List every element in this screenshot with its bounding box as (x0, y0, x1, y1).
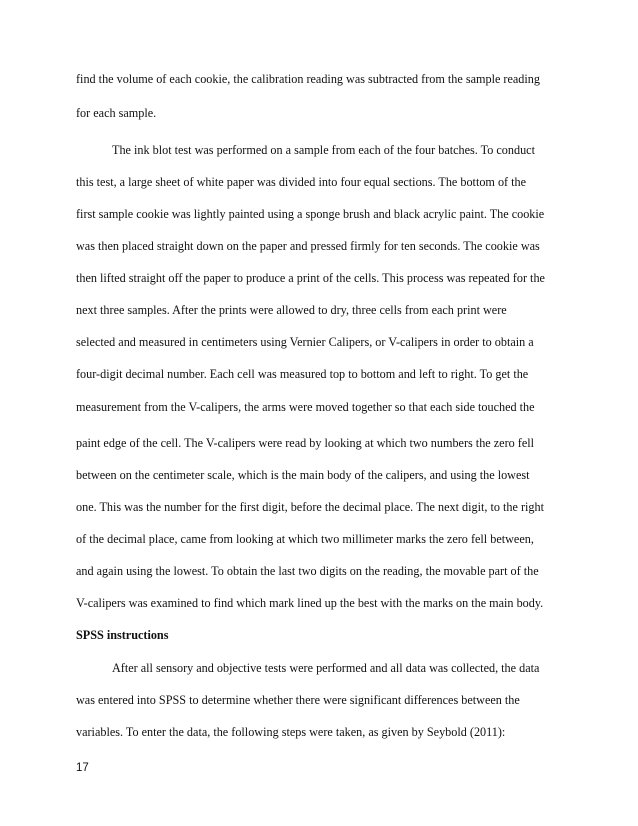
body-text-line: was entered into SPSS to determine whether there were significant differences between the (76, 693, 520, 707)
body-text-line: for each sample. (76, 106, 157, 120)
body-text-line: one. This was the number for the first digit, before the decimal place. The next digit, to the right (76, 500, 544, 514)
body-text-line: V-calipers was examined to find which mark lined up the best with the marks on the main body. (76, 596, 544, 610)
body-text-line: After all sensory and objective tests were performed and all data was collected, the data (112, 661, 540, 675)
body-text-line: The ink blot test was performed on a sample from each of the four batches. To conduct (112, 143, 535, 157)
body-text-line: between on the centimeter scale, which is the main body of the calipers, and using the lowest (76, 468, 530, 482)
body-text-line: and again using the lowest. To obtain the last two digits on the reading, the movable part of the (76, 564, 539, 578)
body-text-line: this test, a large sheet of white paper was divided into four equal sections. The bottom of the (76, 175, 527, 189)
body-text-line: next three samples. After the prints were allowed to dry, three cells from each print were (76, 303, 507, 317)
body-text-line: four-digit decimal number. Each cell was measured top to bottom and left to right. To get the (76, 367, 529, 381)
section-heading: SPSS instructions (76, 628, 169, 642)
body-text-line: variables. To enter the data, the following steps were taken, as given by Seybold (2011): (76, 725, 506, 739)
body-text-line: measurement from the V-calipers, the arms were moved together so that each side touched the (76, 400, 535, 414)
body-text-line: paint edge of the cell. The V-calipers were read by looking at which two numbers the zero fell (76, 436, 535, 450)
body-text-line: find the volume of each cookie, the calibration reading was subtracted from the sample reading (76, 72, 540, 86)
body-text-line: was then placed straight down on the paper and pressed firmly for ten seconds. The cookie was (76, 239, 540, 253)
body-text-line: of the decimal place, came from looking at which two millimeter marks the zero fell between, (76, 532, 534, 546)
body-text-line: first sample cookie was lightly painted using a sponge brush and black acrylic paint. The cookie (76, 207, 545, 221)
page-number: 17 (76, 762, 89, 774)
body-text-line: then lifted straight off the paper to produce a print of the cells. This process was repeated for the (76, 271, 545, 285)
body-text-line: selected and measured in centimeters using Vernier Calipers, or V-calipers in order to obtain a (76, 335, 534, 349)
